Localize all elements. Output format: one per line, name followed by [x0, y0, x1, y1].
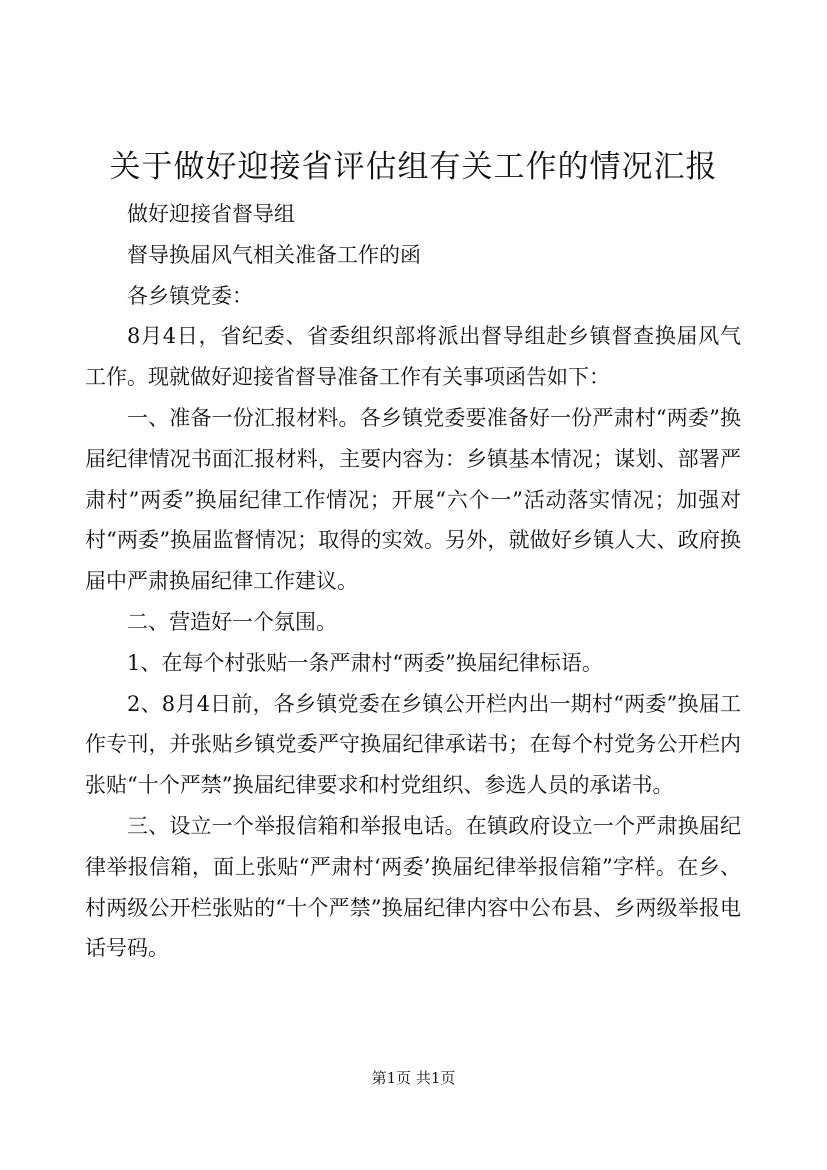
section-two-heading: 二、营造好一个氛围。	[127, 609, 337, 634]
section-three-paragraph: 三、设立一个举报信箱和举报电话。在镇政府设立一个严肃换届纪律举报信箱，面上张贴“严肃村‘两委’换届纪律举报信箱”字样。在乡、村两级公开栏张贴的“十个严禁”换届纪律内容中公布县、乡两级举报电话号码。	[85, 813, 741, 961]
salutation-line-2: 督导换届风气相关准备工作的函	[127, 242, 421, 267]
document-body	[85, 194, 741, 969]
document-title: 关于做好迎接省评估组有关工作的情况汇报	[109, 149, 718, 185]
section-one-paragraph: 一、准备一份汇报材料。各乡镇党委要准备好一份严肃村“两委”换届纪律情况书面汇报材料，主要内容为：乡镇基本情况；谋划、部署严肃村”两委”换届纪律工作情况；开展“六个一”活动落实情况；加强对村“两委”换届监督情况；取得的实效。另外，就做好乡镇人大、政府换届中严肃换届纪律工作建议。	[85, 405, 741, 594]
section-two-item-1: 1、在每个村张贴一条严肃村“两委”换届纪律标语。	[127, 650, 603, 675]
recipient-line: 各乡镇党委：	[127, 283, 253, 308]
page-footer: 第1页 共1页	[371, 1069, 456, 1087]
section-two-item-2: 2、8月4日前，各乡镇党委在乡镇公开栏内出一期村“两委”换届工作专刊，并张贴乡镇党委严守换届纪律承诺书；在每个村党务公开栏内张贴“十个严禁”换届纪律要求和村党组织、参选人员的承诺书。	[85, 691, 741, 798]
intro-paragraph: 8月4日，省纪委、省委组织部将派出督导组赴乡镇督查换届风气工作。现就做好迎接省督导准备工作有关事项函告如下：	[85, 324, 741, 390]
salutation-line-1: 做好迎接省督导组	[127, 202, 295, 226]
